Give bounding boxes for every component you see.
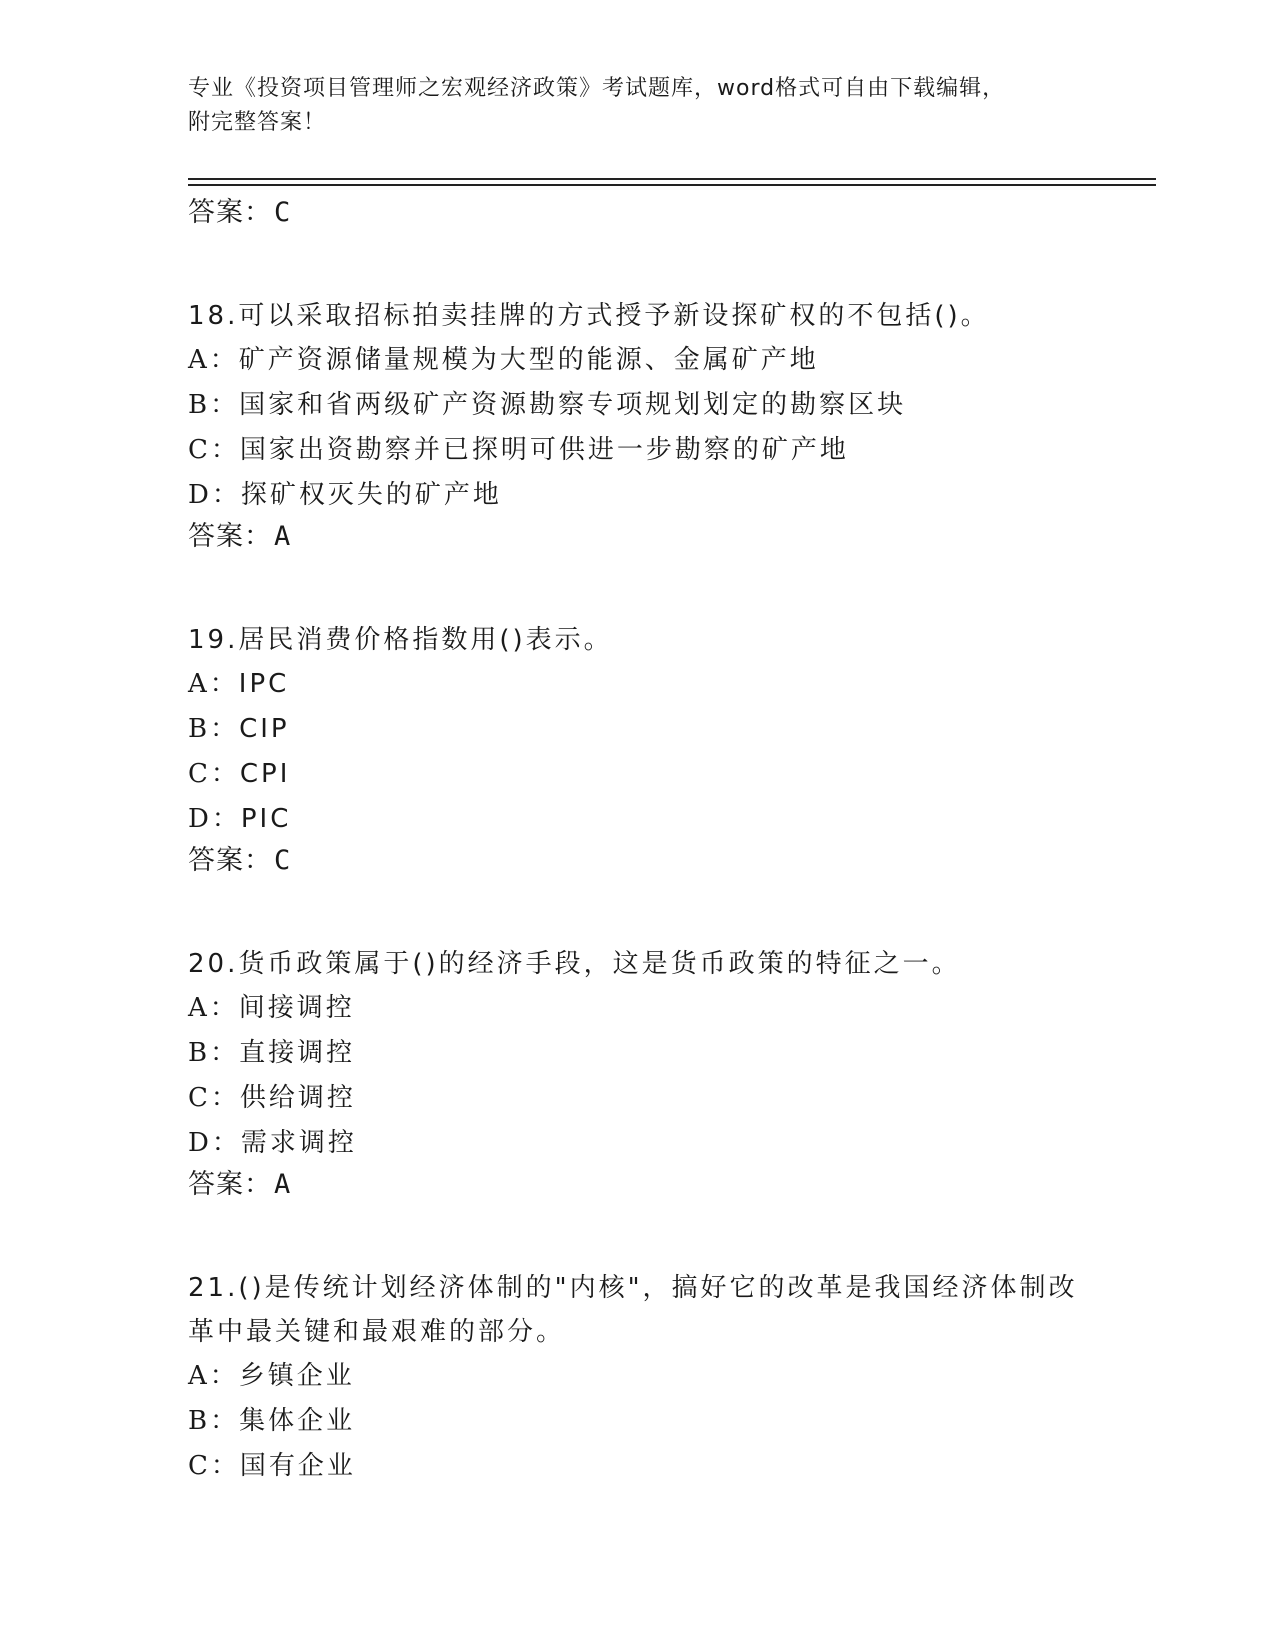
option-d <box>188 1121 1148 1166</box>
option-d <box>188 797 1148 842</box>
question-20 <box>188 942 1148 1202</box>
answer-label: 答案： <box>188 197 272 228</box>
question-answer <box>188 844 1148 878</box>
option-text: 间接调控 <box>238 993 355 1023</box>
option-a <box>188 1354 1148 1399</box>
answer-label: 答案： <box>188 845 272 876</box>
question-stem <box>188 618 1148 662</box>
option-key: B： <box>188 714 240 744</box>
option-key: B： <box>188 1406 240 1436</box>
option-c <box>188 1076 1148 1121</box>
option-key: B： <box>188 1038 240 1068</box>
option-key: D： <box>188 1128 241 1158</box>
answer-value: C <box>274 197 292 228</box>
option-text: IPC <box>238 669 290 699</box>
option-text: PIC <box>240 804 292 834</box>
option-key: A： <box>188 1361 239 1391</box>
previous-answer <box>188 196 1148 230</box>
option-d <box>188 473 1148 518</box>
option-text: 国有企业 <box>239 1451 356 1481</box>
question-stem <box>188 294 1148 338</box>
option-b <box>188 1031 1148 1076</box>
option-a <box>188 986 1148 1031</box>
option-text: CPI <box>239 759 291 789</box>
option-text: 矿产资源储量规模为大型的能源、金属矿产地 <box>238 345 819 375</box>
option-text: 探矿权灭失的矿产地 <box>240 480 502 510</box>
option-text: 需求调控 <box>240 1128 357 1158</box>
option-key: C： <box>188 759 240 789</box>
option-c <box>188 428 1148 473</box>
option-c <box>188 752 1148 797</box>
question-19 <box>188 618 1148 878</box>
option-key: B： <box>188 390 240 420</box>
option-b <box>188 383 1148 428</box>
option-key: A： <box>188 345 239 375</box>
option-text: 直接调控 <box>239 1038 356 1068</box>
option-key: C： <box>188 1451 240 1481</box>
stem-line: 19.居民消费价格指数用()表示。 <box>188 625 613 655</box>
option-key: C： <box>188 1083 240 1113</box>
option-key: D： <box>188 480 241 510</box>
stem-line: 20.货币政策属于()的经济手段，这是货币政策的特征之一。 <box>188 949 961 979</box>
question-stem <box>188 1266 1148 1354</box>
option-key: D： <box>188 804 241 834</box>
question-list <box>188 192 1148 1489</box>
header-line-2: 附完整答案！ <box>188 110 327 135</box>
stem-line: 革中最关键和最艰难的部分。 <box>188 1317 566 1347</box>
option-key: C： <box>188 435 240 465</box>
header-divider-top <box>188 178 1156 180</box>
document-header <box>188 72 1088 140</box>
answer-value: A <box>274 521 292 552</box>
question-21 <box>188 1266 1148 1489</box>
option-b <box>188 707 1148 752</box>
option-text: 集体企业 <box>239 1406 356 1436</box>
stem-line: 21.()是传统计划经济体制的"内核"，搞好它的改革是我国经济体制改 <box>188 1273 1078 1303</box>
option-a <box>188 338 1148 383</box>
question-stem <box>188 942 1148 986</box>
option-a <box>188 662 1148 707</box>
question-18 <box>188 294 1148 554</box>
question-answer <box>188 520 1148 554</box>
option-text: 供给调控 <box>239 1083 356 1113</box>
answer-value: A <box>274 1169 292 1200</box>
option-c <box>188 1444 1148 1489</box>
option-text: 国家和省两级矿产资源勘察专项规划划定的勘察区块 <box>239 390 907 420</box>
option-text: 国家出资勘察并已探明可供进一步勘察的矿产地 <box>239 435 849 465</box>
header-divider-bottom <box>188 184 1156 186</box>
answer-value: C <box>274 845 292 876</box>
option-key: A： <box>188 993 239 1023</box>
stem-line: 18.可以采取招标拍卖挂牌的方式授予新设探矿权的不包括()。 <box>188 301 990 331</box>
answer-label: 答案： <box>188 1169 272 1200</box>
option-b <box>188 1399 1148 1444</box>
header-line-1: 专业《投资项目管理师之宏观经济政策》考试题库，word格式可自由下载编辑， <box>188 76 1006 101</box>
question-answer <box>188 1168 1148 1202</box>
option-text: CIP <box>239 714 290 744</box>
option-text: 乡镇企业 <box>238 1361 355 1391</box>
option-key: A： <box>188 669 239 699</box>
answer-label: 答案： <box>188 521 272 552</box>
